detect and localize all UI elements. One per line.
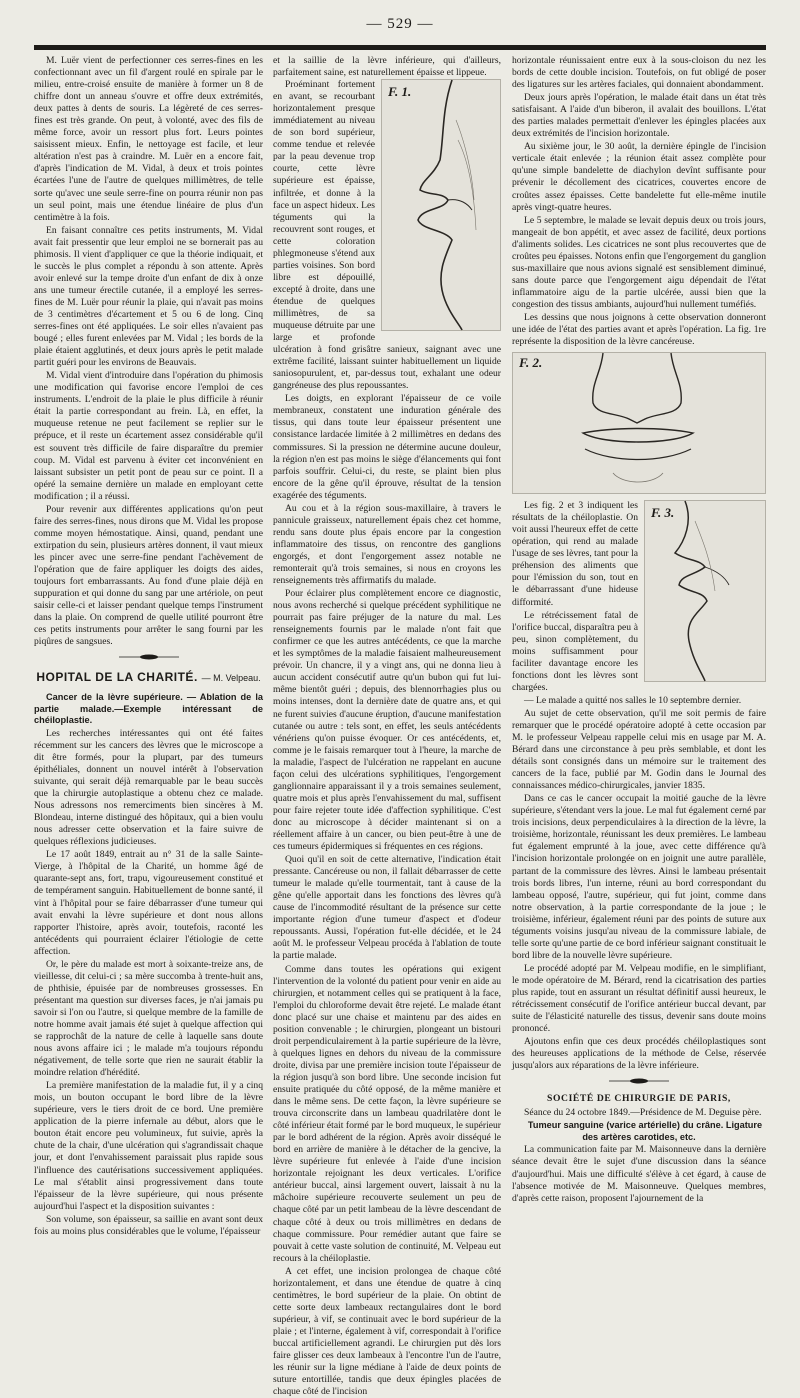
paragraph: Les fig. 2 et 3 indiquent les résultats de la chéiloplastie. On voit aussi l'heureux effet de cette opération, qui rend au malade l'usage de ses lèvres, tant pour la préhension des aliments que pour l'émission du son, tout en le débarrassant d'une hideuse difformité. (512, 500, 638, 608)
column-2 (273, 55, 501, 1398)
paragraph: et la saillie de la lèvre inférieure, qui d'ailleurs, parfaitement saine, est naturellement épaisse et lippeue. (273, 55, 501, 79)
paragraph: Le rétrécissement fatal de l'orifice buccal, disparaîtra peu à peu, sinon complètement, du moins suffisamment pour faciliter davantage encore les fonctions dont les lèvres sont chargées. (512, 609, 638, 693)
session-subtitle: Tumeur sanguine (varice artérielle) du crâne. Ligature des artères carotides, etc. (527, 1120, 763, 1142)
page-number: — 529 — (366, 16, 434, 32)
paragraph: Les dessins que nous joignons à cette observation donneront une idée de l'état des parties avant et après l'opération. La fig. 1re représente la disposition de la lèvre cancéreuse. (512, 311, 766, 348)
paragraph: Les doigts, en explorant l'épaisseur de ce voile membraneux, constatent une induration générale des tissus, qui dans toute leur épaisseur présentent une consistance lardacée limitée à 2 millimètres en dedans des commissures. Si la pression ne détermine aucune douleur, la région n'en est pas moins le siège d'élancements qui font parfois souffrir. Celui-ci, du reste, se plaint bien plus encore de la gêne qu'il éprouve, résultat de la tension exagérée des téguments. (273, 393, 501, 501)
paragraph: Le 17 août 1849, entrait au n° 31 de la salle Sainte-Vierge, à l'hôpital de la Charité, un homme âgé de quarante-sept ans, fort, trapu, vigoureusement constitué et de tempérament sanguin. Habituellement de bonne santé, il vint à l'hôpital pour se faire débarrasser d'une tumeur qui avait envahi la lèvre supérieure et dont nous allons rapporter l'histoire, après avoir, toutefois, raconté les antécédents qui pourraient éclairer l'étiologie de cette affection. (34, 849, 263, 957)
profile-illustration (382, 80, 500, 330)
session-line: Séance du 24 octobre 1849.—Présidence de M. Deguise père. (524, 1107, 762, 1119)
paragraph: Deux jours après l'opération, le malade était dans un état très satisfaisant. A l'aide d'un biberon, il avalait des bouillons. L'état des parties malades permettait d'enlever les épingles placées aux deux extrémités de l'incision horizontale. (512, 92, 766, 140)
figure-1 (381, 79, 501, 331)
paragraph: Comme dans toutes les opérations qui exigent l'intervention de la volonté du patient pour venir en aide au chirurgien, et notamment celles qui se pratiquent à la face, l'emploi du chloroforme devait être rejeté. Le malade étant donc placé sur une chaise et maintenu par des aides en position convenable ; le chirurgien, plongeant un bistouri droit perpendiculairement à la partie supérieure de la lèvre, à quelques lignes en dehors du niveau de la commissure droite, divisa par une première incision toute l'épaisseur de la région jusqu'à son bord libre. Une seconde incision fut ensuite pratiquée du côté opposé, de la même manière et dans le même sens. De cette façon, la lèvre supérieure se trouva circonscrite dans un lambeau quadrilatère dont le côté inférieur était formé par le bord muqueux, le supérieur par le bord adhérent de la région. Après avoir disséqué le bord en arrière de manière à le détacher de la gencive, la lèvre supérieure fut enlevée à l'aide d'une incision horizontale rejoignant les deux verticales. L'orifice antérieur buccal, ainsi largement ouvert, laissait à nu la mâchoire supérieure recouverte seulement un peu de chaque côté par un petit lambeau de la lèvre descendant de chaque côté à deux ou trois millimètres en dedans de chaque commissure. Pour remédier autant que faire se pouvait à cette vaste solution de continuité, M. Velpeau eut recours à la chéiloplastie. (273, 963, 501, 1264)
header-rule (34, 45, 766, 50)
paragraph: Pour revenir aux différentes applications qu'on peut faire des serres-fines, nous dirons que M. Vidal les propose comme moyen hémostatique. Ainsi, quand, pendant une extirpation du sein, plusieurs artères donnent, il vaut mieux les pincer avec une serre-fine pendant l'achèvement de l'opération que de faire appliquer les doigts des aides, toujours fort embarrassants. Au fond d'une plaie déjà en suppuration et qui donne du sang par une artériole, on peut saisir celle-ci et laisser pendant quelque temps l'instrument dans la plaie. On comprend de quelle utilité pourront être ces petits instruments pour arrêter le sang fourni par les piqûres de sangsues. (34, 503, 263, 648)
ornament-divider (609, 1077, 669, 1085)
paragraph: Or, le père du malade est mort à soixante-treize ans, de vieillesse, dit celui-ci ; sa mère succomba à trente-huit ans, de phthisie, épuisée par de nombreuses grossesses. En présentant ma question sur diverses faces, je n'ai jamais pu savoir si l'on ou l'autre, si quelque membre de la famille de notre homme avait jamais été sujet à quelque affection qui se rapprochât de la nature de celle à laquelle sans doute nous avons affaire ici ; le malade m'a toujours répondu négativement, de telle sorte que rien ne saurait établir la moindre relation d'hérédité. (34, 958, 263, 1079)
paragraph: Au cou et à la région sous-maxillaire, à travers le pannicule graisseux, naturellement épais chez cet homme, rendu sans doute plus épais encore par la congestion inflammatoire des tissus, on rencontre des ganglions engorgés, et dont l'engorgement assez notable ne remonterait qu'à trois semaines, si nous en croyons les renseignements très affirmatifs du malade. (273, 502, 501, 587)
paragraph: Quoi qu'il en soit de cette alternative, l'indication était pressante. Cancéreuse ou non, il fallait débarrasser de cette tumeur le malade qu'elle tourmentait, tant à cause de la gêne qu'elle apportait dans les fonctions des lèvres qu'à cause de l'incommodité résultant de la présence sur cette importante région d'une tumeur d'aspect et d'odeur repoussants. Aussi, l'opération fut-elle décidée, et le 24 août M. le professeur Velpeau procéda à l'ablation de toute la partie malade. (273, 854, 501, 962)
paragraph: La communication faite par M. Maisonneuve dans la dernière séance devait être le sujet d'une discussion dans la séance d'aujourd'hui. Mais une difficulté s'élève à cet égard, à cause de l'absence motivée de M. Maisonneuve. Quelques membres, d'après cette raison, proposent l'ajournement de la (512, 1144, 766, 1204)
paragraph: Pour éclairer plus complètement encore ce diagnostic, nous avons recherché si quelque précédent syphilitique ne pourrait pas faire préjuger de la nature du mal. Les renseignements fournis par le malade n'ont fait que confirmer ce que les autres antécédents, ce que la marche et les symptômes de la maladie faisaient malheureusement prévoir. Un chancre, il y a vingt ans, qui ne donna lieu à aucun accident consécutif autre qu'un bubon qui fut lui-même bientôt guéri ; depuis, des blennorrhagies plus ou moins intenses, dont la dernière date de quatre ans, et qui ne furent suivies d'aucune éruption, d'aucune manifestation cutanée ou autre : tels sont, en effet, les seuls antécédents vénériens qu'on puisse évoquer. Or ces antécédents, et, comme je le faisais remarquer tout à l'heure, la marche de la maladie, l'aspect de l'ulcération ne rappelant en aucune façon celui des ulcérations syphilitiques, l'engorgement ganglionnaire apparaissant il y a trois semaines seulement, quatre mois et plus après l'envahissement du mal, suffisent pour faire rejeter toute idée d'affection syphilitique. C'est donc au microscope à décider maintenant si on a réellement affaire à un cancer, ou bien peut-être à une de ces tumeurs épidermiques si fréquentes en ces régions. (273, 588, 501, 853)
paragraph: Proéminant fortement en avant, se recourbant horizontalement presque immédiatement au niveau de son bord supérieur, comme tendue et relevée par la peau devenue trop courte, cette lèvre supérieure est épaisse, infiltrée, et donne à la face un aspect hideux. Les téguments qui la recouvrent sont rouges, et cette coloration phlegmoneuse s'étend aux parties voisines. Son bord libre est dépouillé, excepté à droite, dans une étendue de quelques millimètres, de sa muqueuse détruite par une large et profonde ulcération à fond grisâtre sanieux, saignant avec une extrême facilité, laissant suinter habituellement un liquide saniosopurulent, et, par-dessus tout, exhalant une odeur gangréneuse des plus repoussantes. (273, 79, 501, 392)
paragraph: Ajoutons enfin que ces deux procédés chéiloplastiques sont des heureuses applications de la méthode de Celse, réservée jusqu'alors aux réparations de la lèvre inférieure. (512, 1036, 766, 1072)
paragraph: En faisant connaître ces petits instruments, M. Vidal avait fait pressentir que leur emploi ne se bornerait pas au phimosis. Il vient d'appliquer ce que la théorie indiquait, et le succès le plus complet a répondu à son attente. Après avoir enlevé sur la tempe droite d'un enfant de dix à onze ans une tumeur érectile cutanée, il a employé les serres-fines de M. Luër pour réunir la plaie, qui n'avait pas moins de 3 centimètres d'écartement et 5 ou 6 de long. Cinq serres-fines ont été appliquées. Le soir elles n'avaient pas bougé ; elles furent enlevées par M. Vidal ; les bords de la plaie étaient agglutinés, et deux jours après le petit malade partit guéri pour les environs de Beauvais. (34, 224, 263, 369)
paragraph: Dans ce cas le cancer occupait la moitié gauche de la lèvre supérieure, s'étendant vers la joue. Le mal fut également cerné par trois incisions, deux perpendiculaires à la direction de la lèvre, la troisième, horizontale, réunissant les deux premières. Le lambeau fut également emprunté à la joue, avec cette différence qu'à l'incision horizontale prolongée on en joignit une autre parallèle, partant de la commissure des lèvres. Ainsi le lambeau présentait trois bords libres, l'un interne, réuni au bord correspondant du lambeau opposé, l'autre, supérieur, qui fut joint, comme dans notre observation, à la partie correspondante de la joue ; le troisième, inférieur, également réuni par des points de suture aux téguments voisins jusqu'au niveau de la commissure labiale, de telle sorte qu'une partie de ce bord inférieur saignant constituait le bord libre de la nouvelle lèvre supérieure. (512, 793, 766, 961)
paragraph: Au sujet de cette observation, qu'il me soit permis de faire remarquer que le procédé opératoire adopté à cette occasion par M. le professeur Velpeau rappelle celui mis en usage par M. A. Bérard dans une circonstance à peu près semblable, et dont les détails sont consignés dans un mémoire sur le traitement des cancers de la face, publié par M. Godin dans le Journal des connaissances médico-chirurgicales, janvier 1835. (512, 707, 766, 792)
figure-2 (512, 352, 766, 494)
paragraph: La première manifestation de la maladie fut, il y a cinq mois, un bouton occupant le bord libre de la lèvre supérieure, vers le tiers droit de ce bord. Une première application de la pierre infernale au début, alors que le bouton était encore peu volumineux, fut suivie, après la chute de la chair, d'une ulcération qui s'agrandissait chaque jour, et dont l'envahissement paraissait plus rapide sous l'influence des cautérisations successivement appliquées. Le mal s'établit ainsi progressivement dans toute l'épaisseur de la lèvre supérieure, qui nous présente aujourd'hui l'aspect et la disposition suivantes : (34, 1080, 263, 1212)
figure-label: F. 2. (519, 355, 543, 371)
paragraph: M. Luër vient de perfectionner ces serres-fines en les confectionnant avec un fil d'argent roulé en spirale par le milieu, entre-croisé ensuite de manière à former un 8 de chiffre dont un anneau s'ouvre et offre deux extrémités, deux pattes à dents de souris. La légèreté de ces serres-fines est très grande. On peut, à volonté, avec des fils de même force, avoir un ressort plus fort. Leurs pointes saisissent mieux. Enfin, le nettoyage est facile, et leur altération n'est pas à craindre. M. Luër en a encore fait, d'après l'indication de M. Vidal, à deux et trois pointes écartées l'une de l'autre de quelques millimètres, de telle sorte qu'avec une seule serre-fine on pourra réunir non pas un seul point, mais une étendue linéaire de plus d'un centimètre à la fois. (34, 55, 263, 223)
section-heading (34, 671, 263, 684)
paragraph: Le procédé adopté par M. Velpeau modifie, en le simplifiant, le mode opératoire de M. Bérard, rend la cicatrisation des parties plus rapide, tout en assurant un résultat définitif aussi heureux, le rétrécissement consécutif de l'orifice antérieur buccal devant, par suite de l'élasticité naturelle des tissus, devenir sans doute moins prononcé. (512, 962, 766, 1035)
column-1 (34, 55, 263, 1237)
case-title: Cancer de la lèvre supérieure. — Ablation de la partie malade.—Exemple intéressant de chéiloplastie. (34, 692, 263, 726)
paragraph: A cet effet, une incision prolongea de chaque côté horizontalement, et dans une étendue de quatre à cinq centimètres, le bord supérieur de la plaie. On obtint de cette sorte deux lambeaux rectangulaires dont le bord supérieur, à vif, se continuait avec le bord supérieur de la plaie ; et l'interne, également à vif, correspondait à l'orifice buccal artificiellement agrandi. Le chirurgien put dès lors faire glisser ces deux lambeaux à l'encontre l'un de l'autre, les réunir sur la ligne médiane à l'aide de deux points de suture entortillée, tandis que deux épingles placées de chaque côté de l'incision (273, 1265, 501, 1398)
figure-3 (644, 500, 766, 682)
society-heading: SOCIÉTÉ DE CHIRURGIE DE PARIS, (547, 1093, 731, 1105)
ornament-divider (119, 653, 179, 661)
column-3 (512, 55, 766, 1204)
paragraph: Son volume, son épaisseur, sa saillie en avant sont deux fois au moins plus considérables que le volume, l'épaisseur (34, 1213, 263, 1237)
paragraph: Les recherches intéressantes qui ont été faites récemment sur les cancers des lèvres que le microscope a dit être formés, pour la plupart, par des tumeurs épithéliales, donnent un nouvel intérêt à l'observation suivante, qui serait déjà remarquable par le beau succès que la chirurgie autoplastique a obtenu chez ce malade. Nous adressons nos remerciments bien sincères à M. Blondeau, interne distingué des hôpitaux, qui a bien voulu nous adresser cette observation et la faire suivre de quelques réflexions judicieuses. (34, 727, 263, 848)
figure-label: F. 1. (388, 84, 412, 100)
paragraph: — Le malade a quitté nos salles le 10 septembre dernier. (524, 694, 742, 706)
paragraph: horizontale réunissaient entre eux à la sous-cloison du nez les bords de cette double incision. Toutefois, on fut obligé de poser des ligatures sur les artères faciales, qui donnaient abondamment. (512, 55, 766, 91)
hospital-title: HOPITAL DE LA CHARITÉ. (36, 670, 198, 685)
paragraph: Le 5 septembre, le malade se levait depuis deux ou trois jours, mangeait de bon appétit, et avec assez de facilité, deux portions d'aliments solides. Les cicatrices ne sont plus recouvertes que de croûtes peu épaisses. Notons enfin que l'engorgement du ganglion sus-maxillaire que nous avions signalé est sensiblement diminué, sans doute parce que l'engorgement aigu dépendait de l'état inflammatoire aigu de la partie ulcérée, aussi bien que la congestion des tissus ambiants, aujourd'hui nullement tuméfiés. (512, 214, 766, 310)
paragraph: M. Vidal vient d'introduire dans l'opération du phimosis une modification qui favorise encore l'emploi de ces instruments. L'endroit de la plaie le plus difficile à réunir était la partie correspondant au frein. Là, en effet, la muqueuse retenue ne peut facilement se replier sur le prépuce, et il reste un écartement assez considérable qu'il est souvent très difficile de faire disparaître du premier coup. M. Vidal est parvenu à éviter cet inconvénient en laissant subsister un petit pont de peau sur ce point. Il a opéré la semaine dernière un malade en employant cette modification ; il a réussi. (34, 370, 263, 502)
paragraph: Au sixième jour, le 30 août, la dernière épingle de l'incision verticale était enlevée ; la réunion était assez complète pour qu'une simple bandelette de diachylon devînt suffisante pour prévenir le décollement des cicatrices, couvertes encore de croûtes assez épaisses. Cette bandelette fut elle-même inutile après vingt-quatre heures. (512, 141, 766, 213)
profile-result-illustration (645, 501, 765, 681)
figure-label: F. 3. (651, 505, 675, 521)
front-face-illustration (513, 353, 765, 493)
hospital-author: — M. Velpeau. (201, 673, 261, 684)
